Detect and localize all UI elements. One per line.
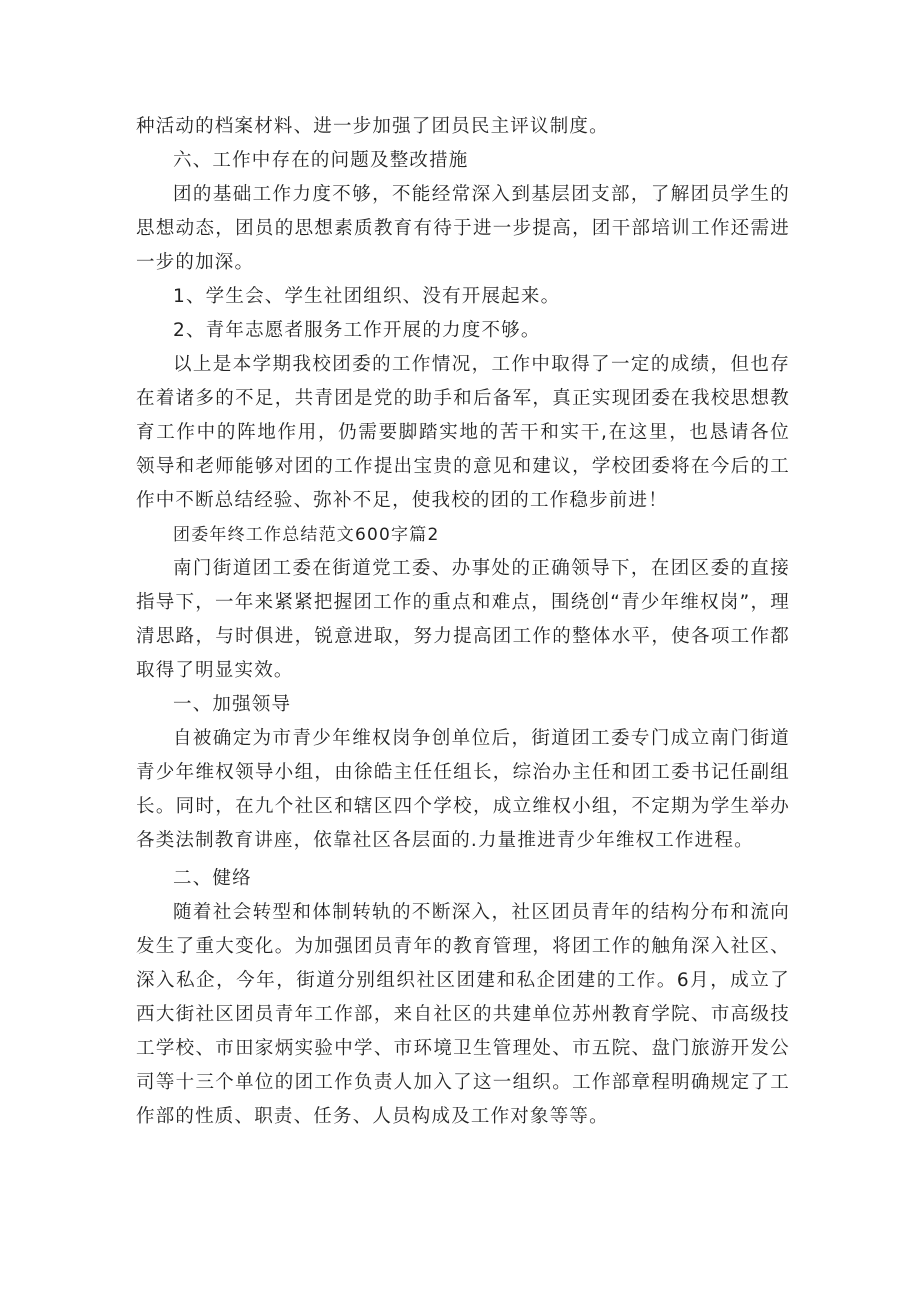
paragraph: 团的基础工作力度不够，不能经常深入到基层团支部，了解团员学生的思想动态，团员的思想素质教育有待于进一步提高，团干部培训工作还需进一步的加深。 [136,184,790,273]
paragraph: 南门街道团工委在街道党工委、办事处的正确领导下，在团区委的直接指导下，一年来紧紧把握团工作的重点和难点，围绕创“青少年维权岗”，理清思路，与时俱进，锐意进取，努力提高团工作的整体水平，使各项工作都取得了明显实效。 [136,558,790,681]
paragraph: 随着社会转型和体制转轨的不断深入，社区团员青年的结构分布和流向发生了重大变化。为加强团员青年的教育管理，将团工作的触角深入社区、深入私企，今年，街道分别组织社区团建和私企团建的工作。6月，成立了西大街社区团员青年工作部，来自社区的共建单位苏州教育学院、市高级技工学校、市田家炳实验中学、市环境卫生管理处、市五院、盘门旅游开发公司等十三个单位的团工作负责人加入了这一组织。工作部章程明确规定了工作部的性质、职责、任务、人员构成及工作对象等等。 [136,902,790,1127]
paragraph-continuation: 种活动的档案材料、进一步加强了团员民主评议制度。 [136,116,609,137]
list-item: 1、学生会、学生社团组织、没有开展起来。 [173,286,561,307]
document-body [136,110,790,1134]
section-heading-network: 二、健络 [173,868,252,889]
list-item: 2、青年志愿者服务工作开展的力度不够。 [173,320,541,341]
section-heading-leadership: 一、加强领导 [173,694,292,715]
paragraph: 以上是本学期我校团委的工作情况，工作中取得了一定的成绩，但也存在着诸多的不足，共青团是党的助手和后备军，真正实现团委在我校思想教育工作中的阵地作用，仍需要脚踏实地的苦干和实干,在这里，也恳请各位领导和老师能够对团的工作提出宝贵的意见和建议，学校团委将在今后的工作中不断总结经验、弥补不足，使我校的团的工作稳步前进！ [136,354,790,511]
section-heading-problems: 六、工作中存在的问题及整改措施 [173,150,469,171]
paragraph: 自被确定为市青少年维权岗争创单位后，街道团工委专门成立南门街道青少年维权领导小组，由徐皓主任任组长，综治办主任和团工委书记任副组长。同时，在九个社区和辖区四个学校，成立维权小组，不定期为学生举办各类法制教育讲座，依靠社区各层面的.力量推进青少年维权工作进程。 [136,728,790,851]
article-title: 团委年终工作总结范文600字篇2 [173,525,440,545]
